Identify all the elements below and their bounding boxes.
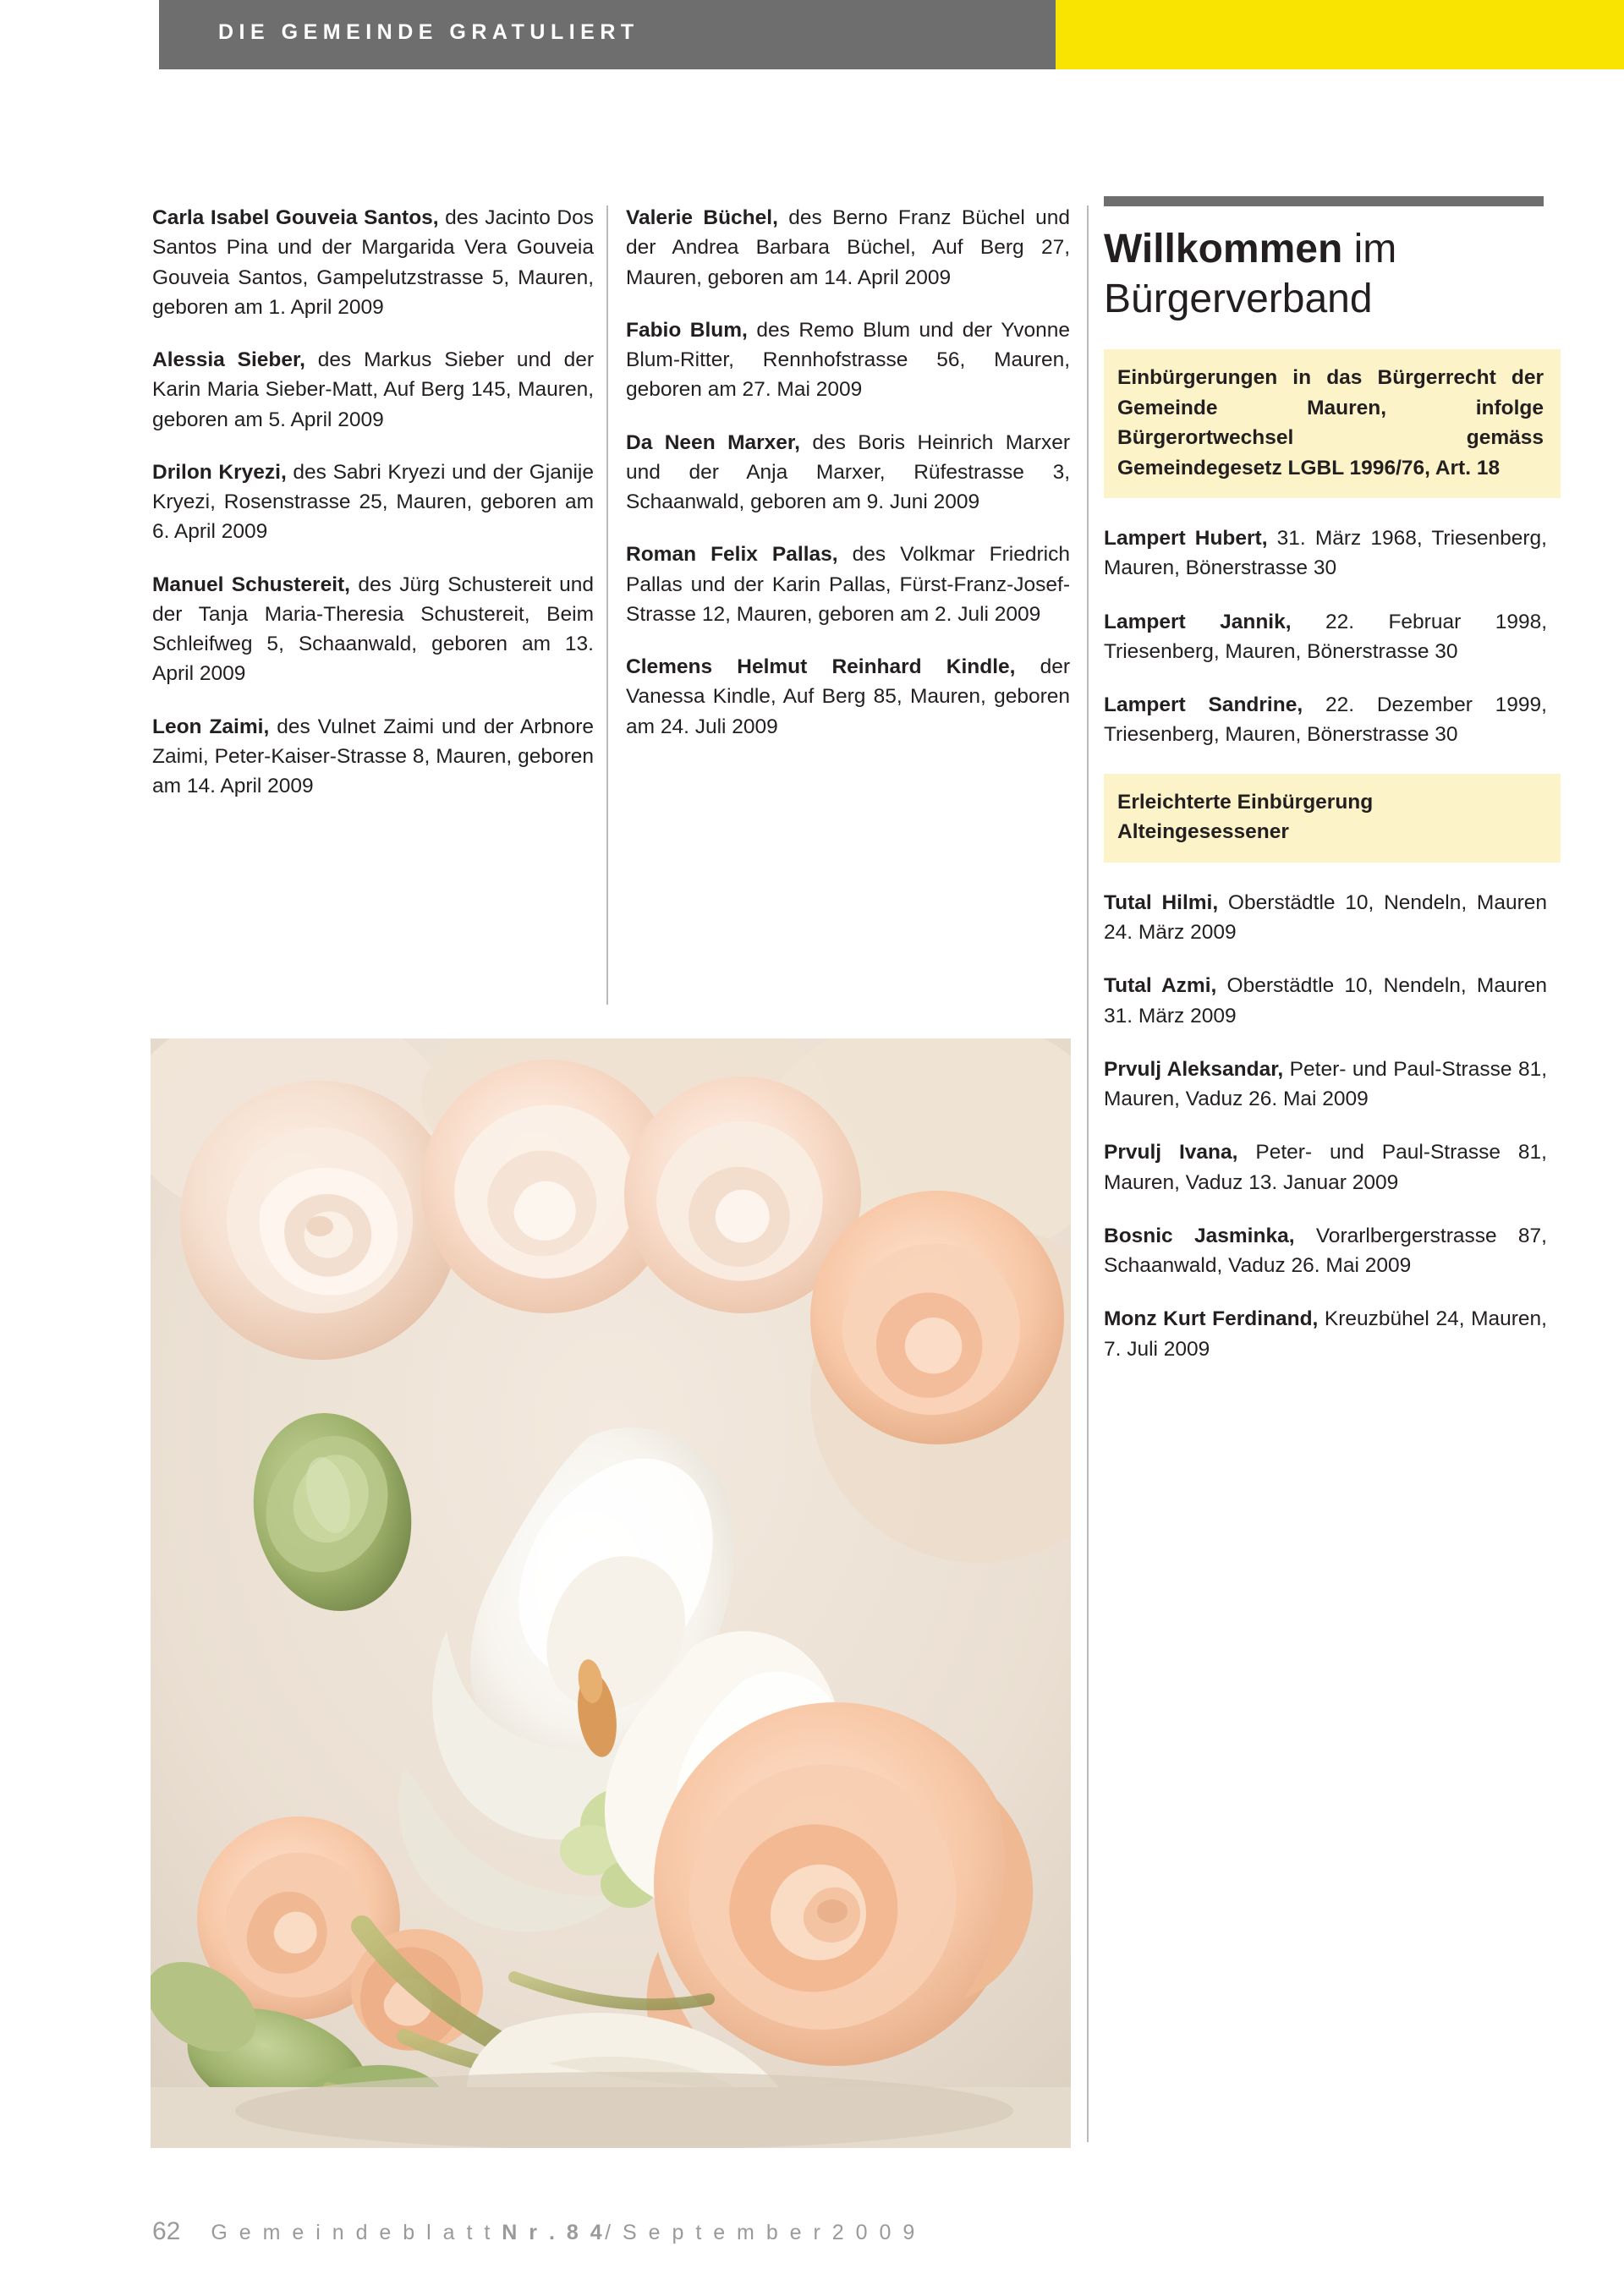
citizenship-entry-name: Lampert Hubert, xyxy=(1104,527,1268,551)
birth-entry-name: Alessia Sieber, xyxy=(152,348,305,372)
sidebar-buergerverband xyxy=(1104,196,1561,1388)
birth-entry-name: Clemens Helmut Reinhard Kindle, xyxy=(626,655,1016,679)
page-number: 62 xyxy=(152,2217,181,2245)
naturalisation-entry-name: Prvulj Ivana, xyxy=(1104,1141,1238,1164)
birth-entry-details: des Vulnet Zaimi und der Arbnore Zaimi, Peter-Kaiser-Strasse 8, Mauren, geboren am 14. April 2009 xyxy=(152,715,594,798)
column-divider-1 xyxy=(606,205,608,1005)
sidebar-group-1 xyxy=(1104,523,1561,750)
column-divider-2 xyxy=(1087,205,1089,2142)
naturalisation-entry-details: Peter- und Paul-Strasse 81, Mauren, Vaduz 26. Mai 2009 xyxy=(1104,1057,1547,1111)
sidebar-note-box-2 xyxy=(1104,774,1561,863)
naturalisation-entry-name: Prvulj Aleksandar, xyxy=(1104,1057,1284,1081)
birth-entry xyxy=(626,203,1070,293)
page-header xyxy=(0,0,1624,69)
naturalisation-entry xyxy=(1104,888,1547,948)
birth-entry xyxy=(152,570,594,689)
page-title: DIE GEMEINDE GRATULIERT xyxy=(218,20,639,44)
birth-entry-details: des Jacinto Dos Santos Pina und der Margarida Vera Gouveia Gouveia Santos, Gampelutzstrasse 5, Mauren, geboren am 1. April 2009 xyxy=(152,206,595,319)
birth-entry-name: Manuel Schustereit, xyxy=(152,573,350,596)
birth-entry xyxy=(152,712,594,802)
birth-entry-details: des Jürg Schustereit und der Tanja Maria-Theresia Schustereit, Beim Schleifweg 5, Schaanwald, geboren am 13. April 2009 xyxy=(152,573,595,686)
naturalisation-entry xyxy=(1104,1304,1547,1364)
sidebar-top-rule xyxy=(1104,196,1544,206)
sidebar-heading xyxy=(1104,225,1561,324)
birth-entry-details: des Remo Blum und der Yvonne Blum-Ritter, Rennhofstrasse 56, Mauren, geboren am 27. Mai 2009 xyxy=(626,318,1070,402)
birth-entry-details: der Vanessa Kindle, Auf Berg 85, Mauren, geboren am 24. Juli 2009 xyxy=(626,655,1071,738)
birth-entry-details: des Markus Sieber und der Karin Maria Sieber-Matt, Auf Berg 145, Mauren, geboren am 5. April 2009 xyxy=(152,348,594,431)
birth-entry xyxy=(626,428,1070,518)
page-footer xyxy=(152,2217,918,2246)
birth-entry-name: Da Neen Marxer, xyxy=(626,430,800,454)
naturalisation-entry xyxy=(1104,1055,1547,1115)
naturalisation-entry xyxy=(1104,1137,1547,1197)
birth-entry-details: des Berno Franz Büchel und der Andrea Barbara Büchel, Auf Berg 27, Mauren, geboren am 14. April 2009 xyxy=(626,206,1071,289)
births-column-2 xyxy=(626,203,1070,764)
birth-entry-details: des Sabri Kryezi und der Gjanije Kryezi, Rosenstrasse 25, Mauren, geboren am 6. April 2009 xyxy=(152,460,594,544)
naturalisation-entry-name: Bosnic Jasminka, xyxy=(1104,1224,1295,1247)
birth-entry-details: des Volkmar Friedrich Pallas und der Karin Pallas, Fürst-Franz-Josef-Strasse 12, Mauren, geboren am 2. Juli 2009 xyxy=(626,543,1070,626)
citizenship-entry xyxy=(1104,690,1547,750)
naturalisation-entry-name: Monz Kurt Ferdinand, xyxy=(1104,1307,1319,1331)
birth-entry-details: des Boris Heinrich Marxer und der Anja Marxer, Rüfestrasse 3, Schaanwald, geboren am 9. Juni 2009 xyxy=(626,430,1070,514)
naturalisation-entry-name: Tutal Hilmi, xyxy=(1104,890,1219,914)
birth-entry-name: Carla Isabel Gouveia Santos, xyxy=(152,206,439,229)
birth-entry xyxy=(152,458,594,547)
sidebar-heading-line2: Bürgerverband xyxy=(1104,276,1373,321)
birth-entry-name: Leon Zaimi, xyxy=(152,715,270,738)
sidebar-heading-light: im xyxy=(1342,227,1397,271)
citizenship-entry xyxy=(1104,607,1547,667)
citizenship-entry-details: 22. Dezember 1999, Triesenberg, Mauren, Bönerstrasse 30 xyxy=(1104,693,1547,747)
citizenship-entry-details: 22. Februar 1998, Triesenberg, Mauren, Bönerstrasse 30 xyxy=(1104,610,1548,663)
birth-entry xyxy=(626,540,1070,629)
sidebar-note-box-1: Einbürgerungen in das Bürgerrecht der Gemeinde Mauren, infolge Bürgerortwechsel gemäss Gemeindegesetz LGBL 1996/76, Art. 18 xyxy=(1104,349,1561,498)
birth-entry-name: Valerie Büchel, xyxy=(626,206,778,229)
birth-entry-name: Drilon Kryezi, xyxy=(152,460,287,484)
naturalisation-entry-details: Vorarlbergerstrasse 87, Schaanwald, Vaduz 26. Mai 2009 xyxy=(1104,1224,1547,1278)
naturalisation-entry-name: Tutal Azmi, xyxy=(1104,974,1217,998)
citizenship-entry-name: Lampert Jannik, xyxy=(1104,610,1292,633)
citizenship-entry-name: Lampert Sandrine, xyxy=(1104,693,1303,717)
birth-entry-name: Fabio Blum, xyxy=(626,318,748,342)
sidebar-heading-bold: Willkommen xyxy=(1104,227,1343,271)
naturalisation-entry xyxy=(1104,1221,1547,1281)
birth-entry-name: Roman Felix Pallas, xyxy=(626,543,838,567)
birth-entry xyxy=(626,652,1070,742)
naturalisation-entry-details: Kreuzbühel 24, Mauren, 7. Juli 2009 xyxy=(1104,1307,1547,1361)
sidebar-group-2 xyxy=(1104,888,1561,1364)
sidebar-note-box-2-line2: Alteingesessener xyxy=(1117,820,1289,844)
footer-prefix: G e m e i n d e b l a t t xyxy=(211,2221,502,2244)
footer-suffix: / S e p t e m b e r 2 0 0 9 xyxy=(605,2221,918,2244)
naturalisation-entry xyxy=(1104,971,1547,1031)
birth-entry xyxy=(152,203,594,322)
birth-entry xyxy=(626,315,1070,405)
flowers-photo xyxy=(151,1038,1071,2148)
naturalisation-entry-details: Oberstädtle 10, Nendeln, Mauren 31. März 2009 xyxy=(1104,974,1547,1027)
citizenship-entry xyxy=(1104,523,1547,584)
births-column-1 xyxy=(152,203,594,825)
footer-issue: N r . 8 4 xyxy=(502,2221,606,2244)
birth-entry xyxy=(152,345,594,435)
naturalisation-entry-details: Oberstädtle 10, Nendeln, Mauren 24. März 2009 xyxy=(1104,890,1547,945)
citizenship-entry-details: 31. März 1968, Triesenberg, Mauren, Bönerstrasse 30 xyxy=(1104,527,1547,580)
sidebar-note-box-2-line1: Erleichterte Einbürgerung xyxy=(1117,790,1374,814)
naturalisation-entry-details: Peter- und Paul-Strasse 81, Mauren, Vaduz 13. Januar 2009 xyxy=(1104,1141,1547,1194)
